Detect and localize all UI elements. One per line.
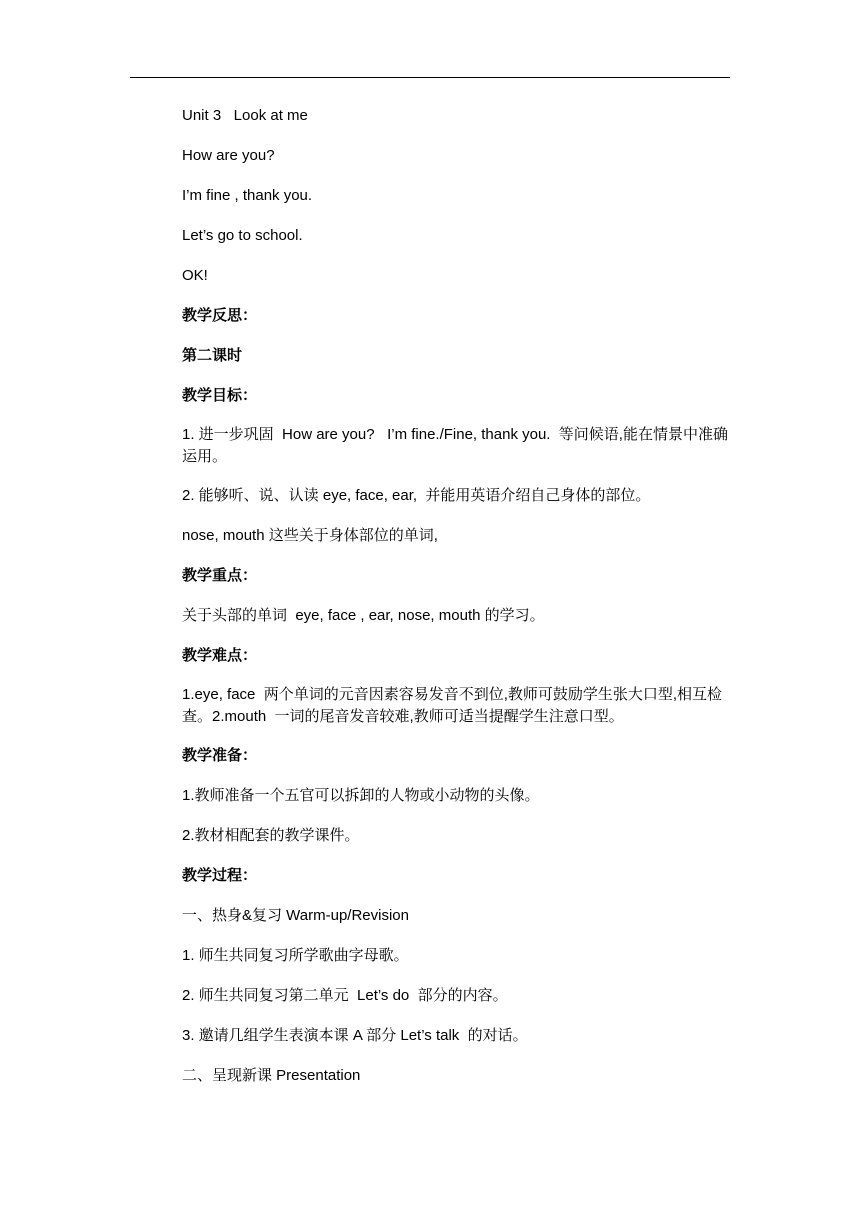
procedure-item: 2. 师生共同复习第二单元 Let’s do 部分的内容。 — [182, 987, 508, 1004]
preparation-item: 2.教材相配套的教学课件。 — [182, 827, 360, 844]
dialogue-line: Let’s go to school. — [182, 227, 303, 244]
procedure-item: 3. 邀请几组学生表演本课 A 部分 Let’s talk 的对话。 — [182, 1027, 528, 1044]
section-heading-difficulties: 教学难点： — [182, 647, 258, 664]
objective-item: 1. 进一步巩固 How are you? I’m fine./Fine, thank you. 等问候语,能在情景中准确运用。 — [182, 426, 728, 465]
procedure-step-heading: 二、呈现新课 Presentation — [182, 1067, 361, 1084]
section-heading-key-points: 教学重点： — [182, 567, 258, 584]
unit-title: Unit 3 Look at me — [182, 107, 308, 124]
dialogue-line: How are you? — [182, 147, 275, 164]
section-heading-procedure: 教学过程： — [182, 867, 258, 884]
difficulty-text: 1.eye, face 两个单词的元音因素容易发音不到位,教师可鼓励学生张大口型,相互检查。2.mouth 一词的尾音发音较难,教师可适当提醒学生注意口型。 — [182, 686, 723, 725]
lesson-heading: 第二课时 — [182, 347, 243, 364]
section-heading-preparation: 教学准备： — [182, 747, 258, 764]
key-point-text: 关于头部的单词 eye, face , ear, nose, mouth 的学习。 — [182, 607, 545, 624]
procedure-step-heading: 一、热身&复习 Warm-up/Revision — [182, 907, 409, 924]
dialogue-line: OK! — [182, 267, 208, 284]
section-heading-reflection: 教学反思： — [182, 307, 258, 324]
preparation-item: 1.教师准备一个五官可以拆卸的人物或小动物的头像。 — [182, 787, 540, 804]
section-heading-objectives: 教学目标： — [182, 387, 258, 404]
procedure-item: 1. 师生共同复习所学歌曲字母歌。 — [182, 947, 409, 964]
dialogue-line: I’m fine , thank you. — [182, 187, 313, 204]
objective-item: nose, mouth 这些关于身体部位的单词, — [182, 527, 438, 544]
objective-item: 2. 能够听、说、认读 eye, face, ear, 并能用英语介绍自己身体的部位。 — [182, 487, 651, 504]
document-body — [182, 104, 730, 1104]
header-rule — [130, 77, 730, 78]
